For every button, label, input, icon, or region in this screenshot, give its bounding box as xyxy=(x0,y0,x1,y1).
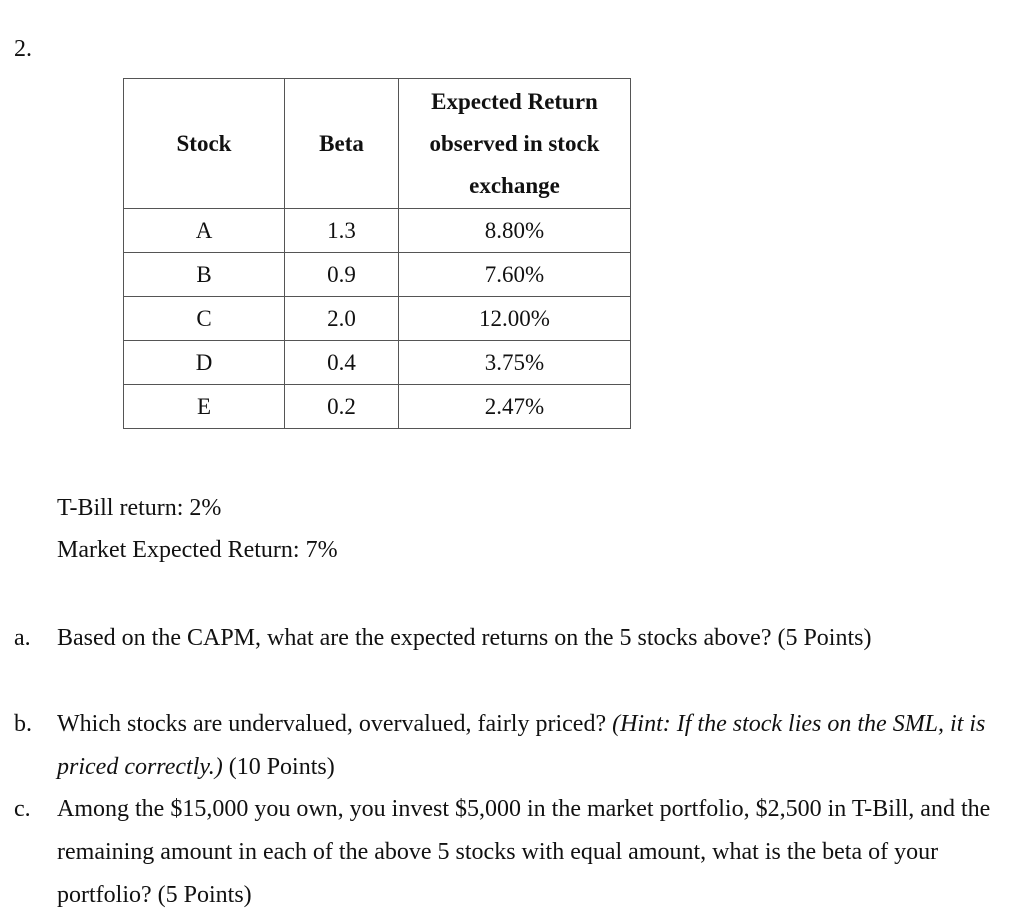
table-row xyxy=(124,253,631,297)
cell-beta: 0.4 xyxy=(285,341,399,385)
cell-beta: 1.3 xyxy=(285,209,399,253)
question-c xyxy=(14,788,1004,917)
question-text-part: Based on the CAPM, what are the expected returns on the 5 stocks above? (5 Points) xyxy=(57,625,872,651)
table-row xyxy=(124,297,631,341)
cell-return: 8.80% xyxy=(399,209,631,253)
cell-beta: 2.0 xyxy=(285,297,399,341)
question-label: b. xyxy=(14,711,32,737)
question-label: c. xyxy=(14,796,31,822)
cell-beta: 0.9 xyxy=(285,253,399,297)
cell-return: 2.47% xyxy=(399,385,631,429)
header-expected-return xyxy=(399,79,631,209)
market-expected-return: Market Expected Return: 7% xyxy=(57,537,338,563)
cell-stock: D xyxy=(124,341,285,385)
question-text-part: Which stocks are undervalued, overvalued, fairly priced? xyxy=(57,711,613,737)
stock-table xyxy=(123,78,631,429)
cell-stock: C xyxy=(124,297,285,341)
question-text xyxy=(57,617,1004,660)
cell-stock: E xyxy=(124,385,285,429)
cell-return: 7.60% xyxy=(399,253,631,297)
table-header-row xyxy=(124,79,631,209)
question-number: 2. xyxy=(14,36,32,62)
header-expected-return-line: observed in stock xyxy=(429,130,600,156)
header-expected-return-line: Expected Return xyxy=(431,88,598,114)
question-b xyxy=(14,703,1004,789)
hint-text: (Hint: If the stock lies on the SML, it is priced correctly.) xyxy=(57,711,986,780)
cell-stock: A xyxy=(124,209,285,253)
tbill-return: T-Bill return: 2% xyxy=(57,495,222,521)
header-beta: Beta xyxy=(285,79,399,209)
header-stock: Stock xyxy=(124,79,285,209)
header-expected-return-line: exchange xyxy=(469,172,560,198)
question-text-part: (10 Points) xyxy=(222,754,335,780)
table-row xyxy=(124,385,631,429)
question-text xyxy=(57,788,1004,917)
question-a xyxy=(14,617,1004,660)
cell-beta: 0.2 xyxy=(285,385,399,429)
question-text xyxy=(57,703,1004,789)
cell-stock: B xyxy=(124,253,285,297)
cell-return: 3.75% xyxy=(399,341,631,385)
table-row xyxy=(124,341,631,385)
table-row xyxy=(124,209,631,253)
question-text-part: Among the $15,000 you own, you invest $5,000 in the market portfolio, $2,500 in T-Bill, and the remaining amount in each of the above 5 stocks with equal amount, what is the beta of your portfolio? (5 Points) xyxy=(57,796,991,908)
question-label: a. xyxy=(14,625,31,651)
cell-return: 12.00% xyxy=(399,297,631,341)
